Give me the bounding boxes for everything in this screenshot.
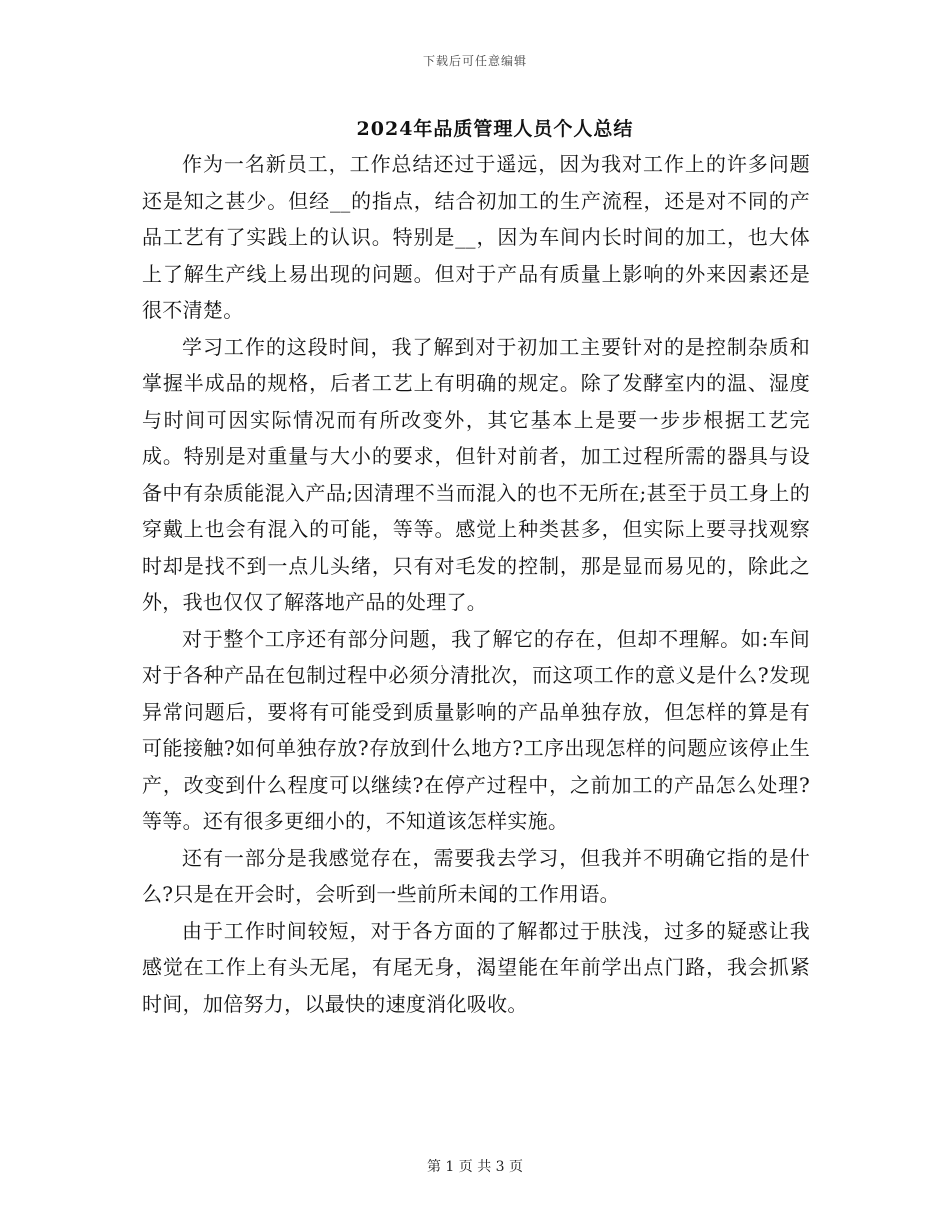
document-body xyxy=(142,146,810,1022)
page-number: 第 1 页 共 3 页 xyxy=(426,1159,524,1175)
paragraph: 学习工作的这段时间，我了解到对于初加工主要针对的是控制杂质和掌握半成品的规格，后者工艺上有明确的规定。除了发酵室内的温、湿度与时间可因实际情况而有所改变外，其它基本上是要一步步根据工艺完成。特别是对重量与大小的要求，但针对前者，加工过程所需的器具与设备中有杂质能混入产品;因清理不当而混入的也不无所在;甚至于员工身上的穿戴上也会有混入的可能，等等。感觉上种类甚多，但实际上要寻找观察时却是找不到一点儿头绪，只有对毛发的控制，那是显而易见的，除此之外，我也仅仅了解落地产品的处理了。 xyxy=(142,334,810,614)
header-note: 下载后可任意编辑 xyxy=(422,54,527,68)
document-title: 2024年品质管理人员个人总结 xyxy=(356,118,634,140)
paragraph: 还有一部分是我感觉存在，需要我去学习，但我并不明确它指的是什么?只是在开会时，会听到一些前所未闻的工作用语。 xyxy=(142,845,810,906)
paragraph: 对于整个工序还有部分问题，我了解它的存在，但却不理解。如:车间对于各种产品在包制过程中必须分清批次，而这项工作的意义是什么?发现异常问题后，要将有可能受到质量影响的产品单独存放，但怎样的算是有可能接触?如何单独存放?存放到什么地方?工序出现怎样的问题应该停止生产，改变到什么程度可以继续?在停产过程中，之前加工的产品怎么处理?等等。还有很多更细小的，不知道该怎样实施。 xyxy=(142,626,810,833)
paragraph: 作为一名新员工，工作总结还过于遥远，因为我对工作上的许多问题还是知之甚少。但经__的指点，结合初加工的生产流程，还是对不同的产品工艺有了实践上的认识。特别是__，因为车间内长时间的加工，也大体上了解生产线上易出现的问题。但对于产品有质量上影响的外来因素还是很不清楚。 xyxy=(142,152,810,322)
paragraph: 由于工作时间较短，对于各方面的了解都过于肤浅，过多的疑惑让我感觉在工作上有头无尾，有尾无身，渴望能在年前学出点门路，我会抓紧时间，加倍努力，以最快的速度消化吸收。 xyxy=(142,918,810,1016)
